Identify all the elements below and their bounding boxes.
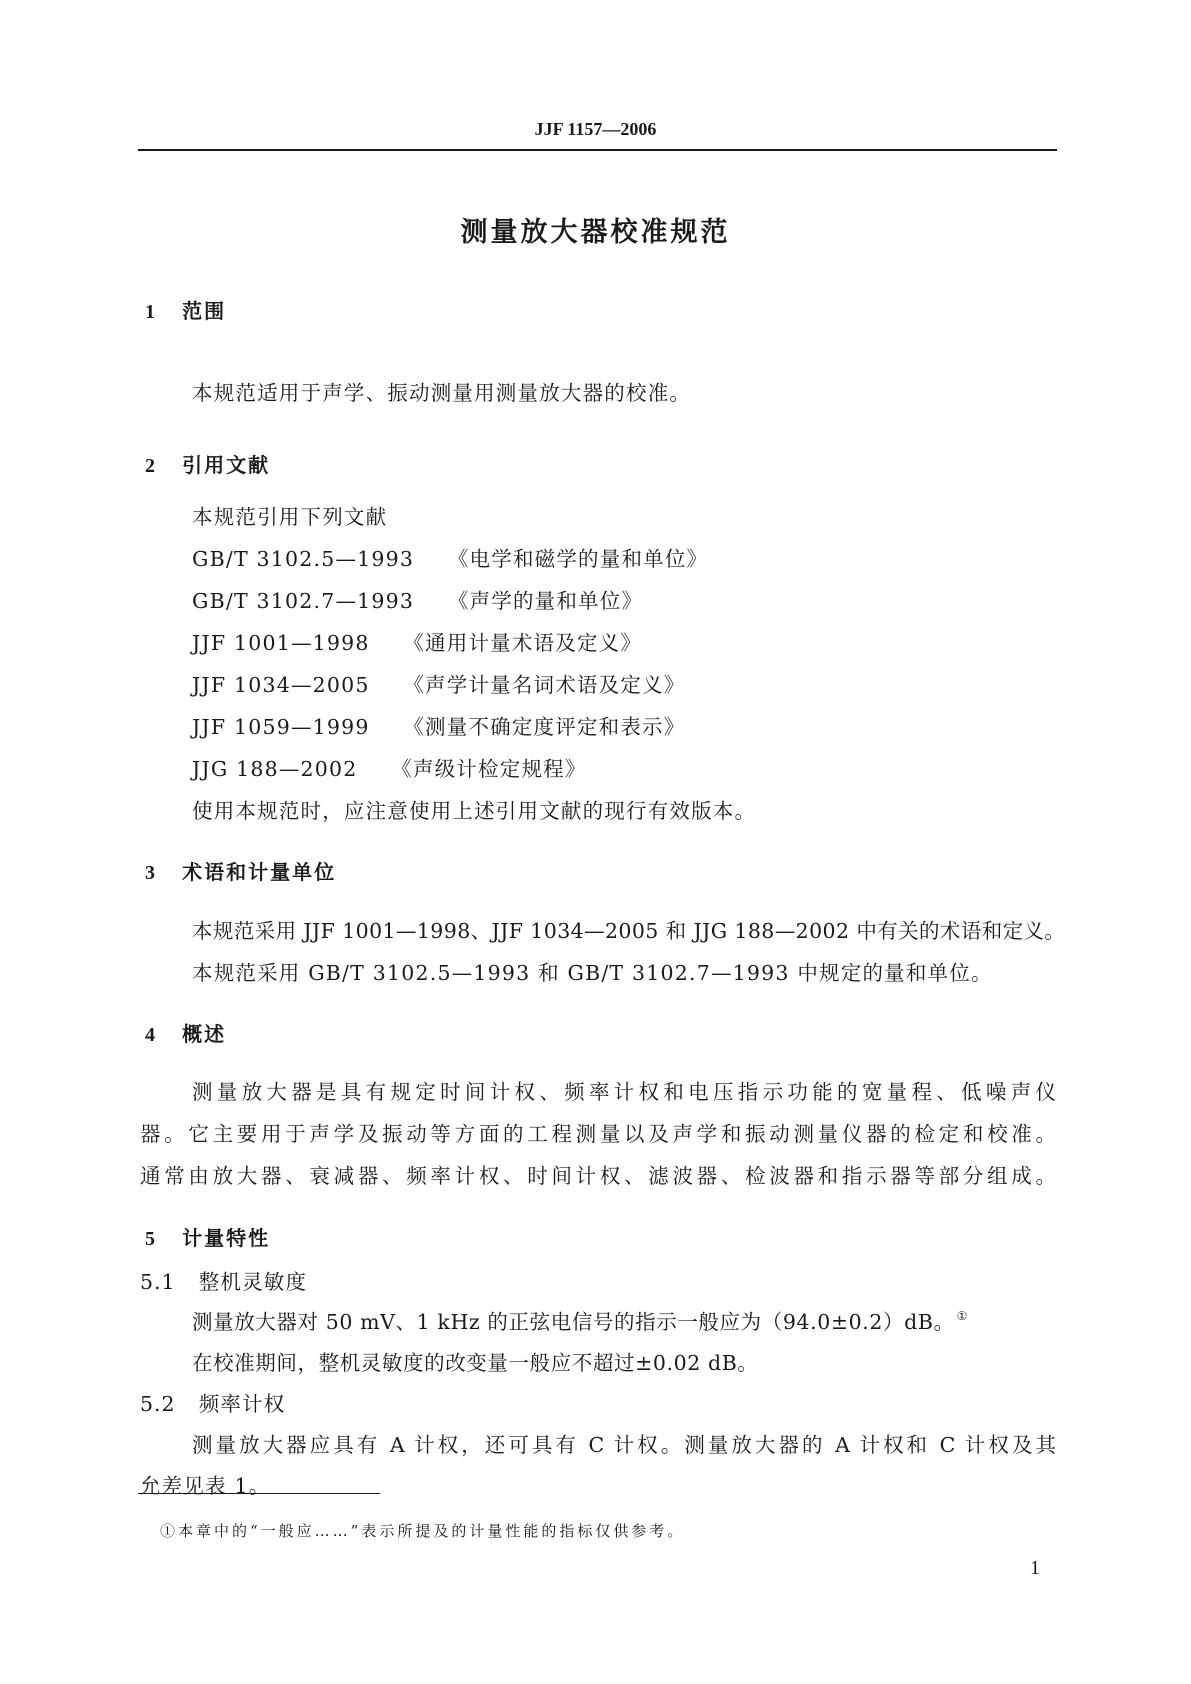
subsection-5-2-line-2: 允差见表 1。 [140,1474,271,1498]
subsection-5-1-paragraph-1 [192,1305,968,1335]
subsection-title: 频率计权 [198,1392,286,1416]
section-title: 引用文献 [182,453,271,477]
section-5-heading [145,1222,270,1251]
section-3-paragraph-2: 本规范采用 GB/T 3102.5—1993 和 GB/T 3102.7—1993 中规定的量和单位。 [192,961,993,985]
references-intro: 本规范引用下列文献 [192,505,388,529]
reference-code: JJF 1001—1998 [192,631,370,655]
section-4-line-3: 通常由放大器、衰减器、频率计权、时间计权、滤波器、检波器和指示器等部分组成。 [140,1164,1056,1188]
footnote-text: ①本章中的“一般应……”表示所提及的计量性能的指标仅供参考。 [160,1522,686,1540]
reference-item [192,668,685,698]
reference-item [192,752,587,782]
page-number: 1 [1030,1557,1040,1579]
document-code-header: JJF 1157—2006 [534,119,657,139]
section-title: 术语和计量单位 [182,860,337,884]
reference-code: JJF 1059—1999 [192,715,370,739]
section-3-paragraph-1: 本规范采用 JJF 1001—1998、JJF 1034—2005 和 JJG 188—2002 中有关的术语和定义。 [192,919,1066,943]
reference-item [192,542,708,572]
reference-item [192,626,642,656]
reference-title: 《声学计量名词术语及定义》 [403,673,686,697]
subsection-number: 5.1 [140,1270,176,1294]
sensitivity-requirement-text: 测量放大器对 50 mV、1 kHz 的正弦电信号的指示一般应为（94.0±0.2）dB。 [192,1310,955,1334]
footnote-rule [138,1493,380,1494]
subsection-5-2-heading [140,1387,286,1417]
section-3-heading [145,856,336,885]
document-title: 测量放大器校准规范 [460,217,731,248]
section-title: 概述 [182,1022,227,1046]
reference-title: 《测量不确定度评定和表示》 [403,715,686,739]
section-number: 1 [145,301,155,323]
reference-code: JJG 188—2002 [192,757,358,781]
subsection-5-1-paragraph-2: 在校准期间，整机灵敏度的改变量一般应不超过±0.02 dB。 [192,1351,759,1375]
section-1-text: 本规范适用于声学、振动测量用测量放大器的校准。 [192,381,692,405]
section-number: 5 [145,1228,155,1250]
subsection-number: 5.2 [140,1392,176,1416]
section-title: 计量特性 [182,1226,271,1250]
section-4-heading [145,1018,226,1047]
header-rule [138,149,1057,151]
reference-code: GB/T 3102.5—1993 [192,547,415,571]
section-4-line-1: 测量放大器是具有规定时间计权、频率计权和电压指示功能的宽量程、低噪声仪 [192,1080,1056,1104]
subsection-title: 整机灵敏度 [198,1270,308,1294]
subsection-5-1-heading [140,1265,307,1295]
section-title: 范围 [182,299,227,323]
section-2-heading [145,449,270,478]
footnote-reference: ① [956,1309,969,1323]
section-number: 2 [145,455,155,477]
reference-code: JJF 1034—2005 [192,673,370,697]
reference-code: GB/T 3102.7—1993 [192,589,415,613]
reference-item [192,584,643,614]
section-number: 3 [145,862,155,884]
reference-title: 《电学和磁学的量和单位》 [447,547,709,571]
reference-title: 《声学的量和单位》 [447,589,644,613]
reference-title: 《通用计量术语及定义》 [403,631,643,655]
references-note: 使用本规范时，应注意使用上述引用文献的现行有效版本。 [192,799,757,823]
section-1-heading [145,295,226,324]
subsection-5-2-line-1: 测量放大器应具有 A 计权，还可具有 C 计权。测量放大器的 A 计权和 C 计权及其 [192,1433,1056,1457]
section-number: 4 [145,1024,155,1046]
reference-title: 《声级计检定规程》 [391,757,587,781]
reference-item [192,710,685,740]
section-4-line-2: 器。它主要用于声学及振动等方面的工程测量以及声学和振动测量仪器的检定和校准。 [140,1122,1056,1146]
